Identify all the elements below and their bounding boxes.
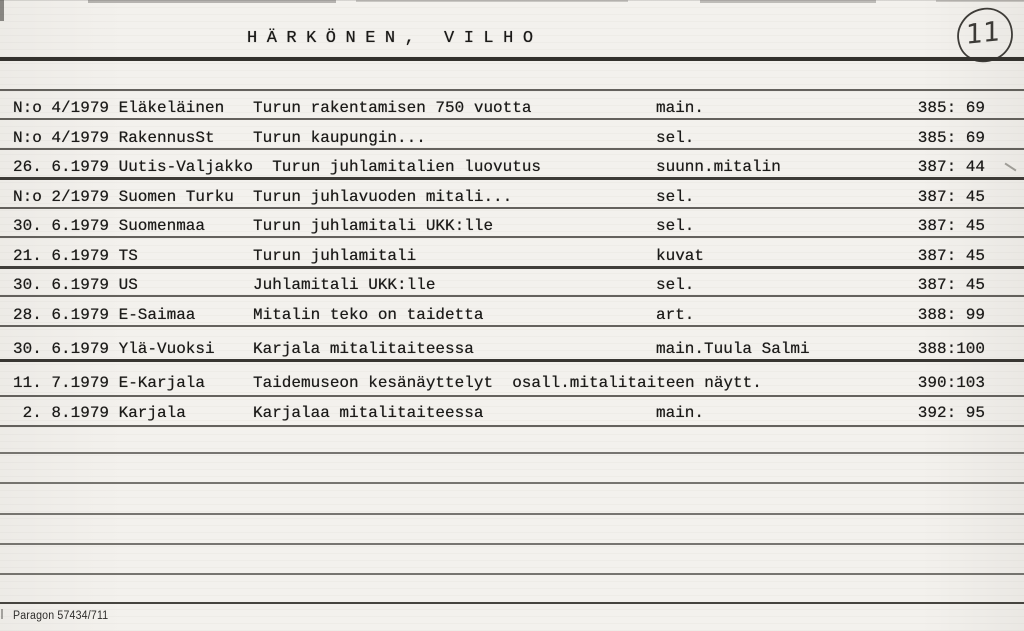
row-note: sel. <box>656 188 695 206</box>
rule-line <box>0 395 1024 397</box>
row-publication: Ylä-Vuoksi <box>118 340 215 358</box>
row-title: Turun rakentamisen 750 vuotta <box>253 99 532 117</box>
row-publication: Suomen Turku <box>118 188 234 206</box>
row-ref: 388:100 <box>917 340 985 358</box>
row-publication: Eläkeläinen <box>118 99 225 117</box>
table-row <box>0 275 1024 297</box>
row-publication: E-Karjala <box>118 374 206 392</box>
rule-line <box>0 425 1024 427</box>
row-publication: E-Saimaa <box>118 306 196 324</box>
scan-artifact <box>700 0 876 3</box>
row-date: N:o 4/1979 <box>13 129 110 147</box>
rule-line <box>0 57 1024 61</box>
row-ref: 387: 45 <box>917 217 985 235</box>
row-ref: 387: 45 <box>917 247 985 265</box>
rule-line <box>0 482 1024 484</box>
row-date: 30. 6.1979 <box>13 276 110 294</box>
row-title: Mitalin teko on taidetta <box>253 306 484 324</box>
row-note: kuvat <box>656 247 705 265</box>
row-date: 28. 6.1979 <box>13 306 110 324</box>
row-title: Turun juhlavuoden mitali... <box>253 188 513 206</box>
row-title: Turun juhlamitali <box>253 247 417 265</box>
table-row <box>0 246 1024 268</box>
row-title: Taidemuseon kesänäyttelyt <box>253 374 494 392</box>
row-ref: 385: 69 <box>917 99 985 117</box>
row-publication: Suomenmaa <box>118 217 206 235</box>
card-title: HÄRKÖNEN, VILHO <box>247 29 543 48</box>
row-title: Karjalaa mitalitaiteessa <box>253 404 484 422</box>
table-row <box>0 187 1024 209</box>
row-note: sel. <box>656 276 695 294</box>
scan-artifact <box>1 609 3 619</box>
row-date: N:o 4/1979 <box>13 99 110 117</box>
row-date: 11. 7.1979 <box>13 374 110 392</box>
rule-line <box>0 543 1024 545</box>
table-row <box>0 339 1024 361</box>
rule-line <box>0 573 1024 575</box>
row-note: sel. <box>656 129 695 147</box>
scan-artifact <box>88 0 336 3</box>
rule-line <box>0 513 1024 515</box>
rule-line <box>0 602 1024 604</box>
row-date: 2. 8.1979 <box>13 404 110 422</box>
row-ref: 385: 69 <box>917 129 985 147</box>
table-row <box>0 98 1024 120</box>
row-date: 26. 6.1979 <box>13 158 110 176</box>
row-publication: RakennusSt <box>118 129 215 147</box>
table-row <box>0 128 1024 150</box>
row-publication: Uutis-Valjakko <box>118 158 254 176</box>
page-number: 11 <box>965 16 1001 51</box>
row-date: 21. 6.1979 <box>13 247 110 265</box>
row-ref: 387: 45 <box>917 188 985 206</box>
table-row <box>0 403 1024 425</box>
row-title: Juhlamitali UKK:lle <box>253 276 436 294</box>
row-note: main.Tuula Salmi <box>656 340 810 358</box>
row-title: Turun juhlamitalien luovutus <box>272 158 542 176</box>
row-title: Turun kaupungin... <box>253 129 426 147</box>
row-note: suunn.mitalin <box>656 158 781 176</box>
row-publication: TS <box>118 247 138 265</box>
row-ref: 387: 44 <box>917 158 985 176</box>
table-row <box>0 305 1024 327</box>
row-publication: US <box>118 276 138 294</box>
row-ref: 388: 99 <box>917 306 985 324</box>
page-number-badge <box>953 5 1017 67</box>
row-note: main. <box>656 99 705 117</box>
row-ref: 387: 45 <box>917 276 985 294</box>
table-row <box>0 157 1024 179</box>
row-title: Karjala mitalitaiteessa <box>253 340 474 358</box>
scan-artifact <box>936 0 1024 2</box>
scan-artifact <box>0 0 4 21</box>
table-row <box>0 216 1024 238</box>
row-date: 30. 6.1979 <box>13 217 110 235</box>
row-note: main. <box>656 404 705 422</box>
row-date: 30. 6.1979 <box>13 340 110 358</box>
row-note: art. <box>656 306 695 324</box>
row-ref: 390:103 <box>917 374 985 392</box>
row-date: N:o 2/1979 <box>13 188 110 206</box>
row-title: Turun juhlamitali UKK:lle <box>253 217 494 235</box>
rule-line <box>0 452 1024 454</box>
row-note: sel. <box>656 217 695 235</box>
row-note: osall.mitalitaiteen näytt. <box>512 374 762 392</box>
scan-artifact <box>356 0 628 2</box>
table-row <box>0 373 1024 395</box>
row-ref: 392: 95 <box>917 404 985 422</box>
rule-line <box>0 89 1024 91</box>
scan-artifact <box>0 0 1024 1</box>
card-stock-brand: Paragon 57434/711 <box>13 610 109 622</box>
row-publication: Karjala <box>118 404 186 422</box>
